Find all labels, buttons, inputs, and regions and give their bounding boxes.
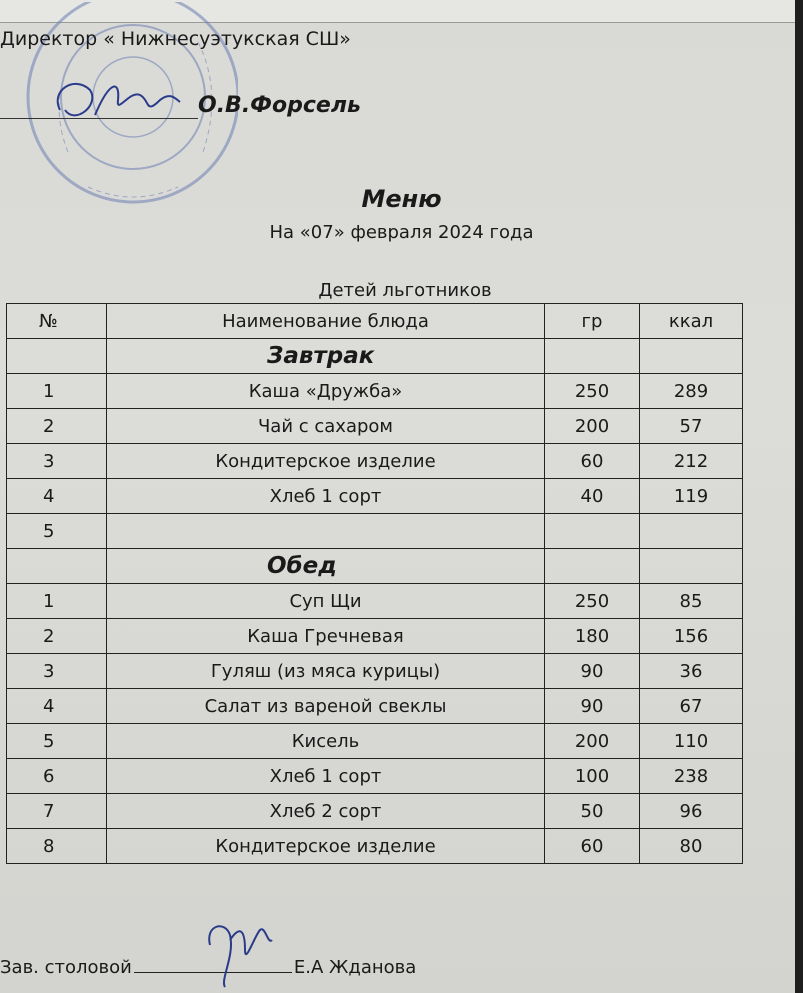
cell-kcal: 238 xyxy=(640,759,743,794)
cell-number: 7 xyxy=(7,794,107,829)
cell-number: 1 xyxy=(7,584,107,619)
cell-kcal: 85 xyxy=(640,584,743,619)
section-title: Обед xyxy=(107,549,545,584)
cell-grams xyxy=(545,514,640,549)
cell-number: 4 xyxy=(7,479,107,514)
cell-number: 8 xyxy=(7,829,107,864)
cell-dish: Суп Щи xyxy=(107,584,545,619)
cell-dish: Хлеб 1 сорт xyxy=(107,759,545,794)
cell-kcal: 80 xyxy=(640,829,743,864)
director-title: Директор « Нижнесуэтукская СШ» xyxy=(0,28,351,50)
cell-dish: Каша «Дружба» xyxy=(107,374,545,409)
cell-grams: 200 xyxy=(545,724,640,759)
cell-grams: 60 xyxy=(545,829,640,864)
cell-kcal: 156 xyxy=(640,619,743,654)
table-row xyxy=(7,444,743,479)
menu-date: На «07» февраля 2024 года xyxy=(269,222,534,243)
section-empty-kcal xyxy=(640,339,743,374)
table-header-row xyxy=(7,304,743,339)
canteen-head-name: Е.А Жданова xyxy=(293,957,417,978)
cell-kcal: 57 xyxy=(640,409,743,444)
director-signature-line xyxy=(0,118,198,119)
table-row xyxy=(7,759,743,794)
menu-title: Меню xyxy=(361,185,442,213)
cell-dish: Кисель xyxy=(107,724,545,759)
section-empty-kcal xyxy=(640,549,743,584)
section-row xyxy=(7,549,743,584)
cell-number: 6 xyxy=(7,759,107,794)
cell-grams: 90 xyxy=(545,689,640,724)
cell-grams: 40 xyxy=(545,479,640,514)
header-kcal: ккал xyxy=(640,304,743,339)
cell-grams: 100 xyxy=(545,759,640,794)
cell-kcal: 110 xyxy=(640,724,743,759)
cell-kcal: 96 xyxy=(640,794,743,829)
cell-number: 2 xyxy=(7,619,107,654)
cell-kcal: 119 xyxy=(640,479,743,514)
cell-dish: Хлеб 2 сорт xyxy=(107,794,545,829)
header-grams: гр xyxy=(545,304,640,339)
cell-kcal: 67 xyxy=(640,689,743,724)
cell-grams: 180 xyxy=(545,619,640,654)
section-row xyxy=(7,339,743,374)
table-row xyxy=(7,794,743,829)
table-row xyxy=(7,409,743,444)
director-name: О.В.Форсель xyxy=(198,93,361,118)
table-row xyxy=(7,374,743,409)
cell-kcal: 36 xyxy=(640,654,743,689)
cell-number: 3 xyxy=(7,444,107,479)
table-row xyxy=(7,724,743,759)
table-row xyxy=(7,584,743,619)
menu-table xyxy=(6,303,743,864)
cell-dish: Кондитерское изделие xyxy=(107,829,545,864)
header-number: № xyxy=(7,304,107,339)
page-right-edge xyxy=(795,0,803,993)
cell-kcal: 289 xyxy=(640,374,743,409)
cell-number: 2 xyxy=(7,409,107,444)
cell-dish: Гуляш (из мяса курицы) xyxy=(107,654,545,689)
section-empty-number xyxy=(7,549,107,584)
table-row xyxy=(7,654,743,689)
canteen-head-label: Зав. столовой xyxy=(0,957,132,978)
table-row xyxy=(7,514,743,549)
table-row xyxy=(7,829,743,864)
cell-grams: 250 xyxy=(545,374,640,409)
cell-dish: Каша Гречневая xyxy=(107,619,545,654)
table-row xyxy=(7,619,743,654)
canteen-head-signature xyxy=(200,915,280,990)
table-caption: Детей льготников xyxy=(318,280,492,301)
cell-grams: 50 xyxy=(545,794,640,829)
cell-number: 3 xyxy=(7,654,107,689)
header-dish: Наименование блюда xyxy=(107,304,545,339)
cell-grams: 60 xyxy=(545,444,640,479)
cell-dish: Хлеб 1 сорт xyxy=(107,479,545,514)
cell-grams: 90 xyxy=(545,654,640,689)
cell-number: 1 xyxy=(7,374,107,409)
cell-kcal: 212 xyxy=(640,444,743,479)
cell-dish: Кондитерское изделие xyxy=(107,444,545,479)
cell-number: 5 xyxy=(7,514,107,549)
cell-dish: Чай с сахаром xyxy=(107,409,545,444)
director-signature xyxy=(40,70,190,130)
section-empty-number xyxy=(7,339,107,374)
table-row xyxy=(7,479,743,514)
cell-number: 5 xyxy=(7,724,107,759)
cell-number: 4 xyxy=(7,689,107,724)
cell-dish xyxy=(107,514,545,549)
section-empty-grams xyxy=(545,549,640,584)
section-title: Завтрак xyxy=(107,339,545,374)
section-empty-grams xyxy=(545,339,640,374)
cell-kcal xyxy=(640,514,743,549)
cell-grams: 200 xyxy=(545,409,640,444)
table-row xyxy=(7,689,743,724)
cell-grams: 250 xyxy=(545,584,640,619)
cell-dish: Салат из вареной свеклы xyxy=(107,689,545,724)
